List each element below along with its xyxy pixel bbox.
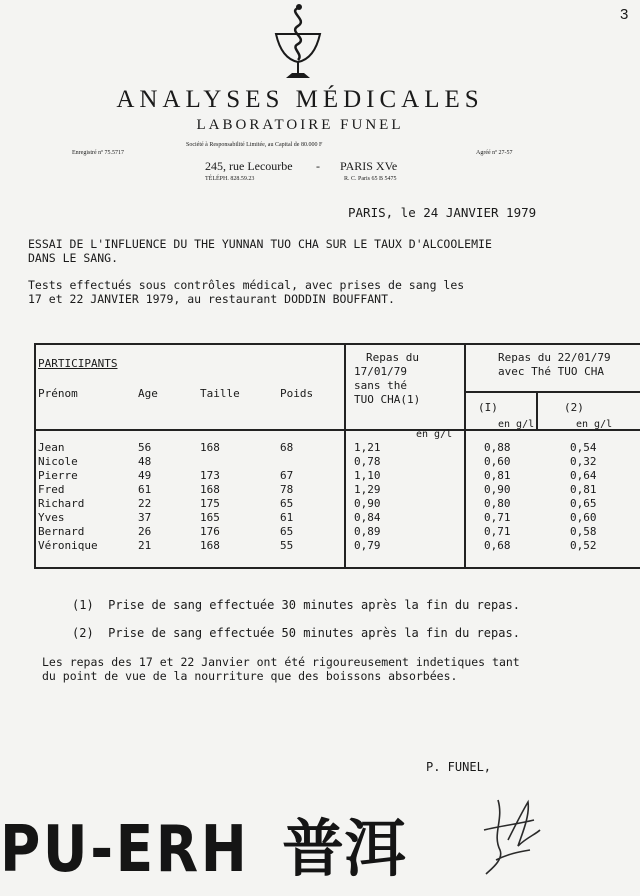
meal1-header-line3: sans thé: [354, 379, 407, 392]
cell-age: 61: [138, 483, 152, 496]
col-age: Age: [138, 387, 158, 400]
cell-r1: 0,78: [354, 455, 381, 468]
closing-line-2: du point de vue de la nourriture que des boissons absorbées.: [42, 669, 458, 683]
cell-r3: 0,65: [570, 497, 597, 510]
col-poids: Poids: [280, 387, 314, 400]
cell-age: 56: [138, 441, 152, 454]
cell-r3: 0,32: [570, 455, 597, 468]
unit-label-1: en g/l: [416, 429, 453, 440]
rc-number: R. C. Paris 65 B 5475: [344, 176, 397, 182]
meal1-header-line1: Repas du: [366, 351, 419, 364]
col-taille: Taille: [200, 387, 240, 400]
cell-taille: 165: [200, 511, 220, 524]
cell-poids: 78: [280, 483, 294, 496]
lab-subtitle: LABORATOIRE FUNEL: [196, 117, 404, 133]
footnote-2: (2) Prise de sang effectuée 50 minutes après la fin du repas.: [72, 626, 520, 640]
footer-cjk-text: 普洱: [282, 812, 407, 885]
subject-line-1: ESSAI DE L'INFLUENCE DU THE YUNNAN TUO CHA SUR LE TAUX D'ALCOOLEMIE: [28, 237, 492, 251]
cell-taille: 168: [200, 483, 220, 496]
cell-prenom: Jean: [38, 441, 65, 454]
date-line: PARIS, le 24 JANVIER 1979: [348, 205, 537, 220]
cell-taille: 168: [200, 539, 220, 552]
cell-r2: 0,68: [484, 539, 511, 552]
cell-r2: 0,90: [484, 483, 511, 496]
cell-r2: 0,60: [484, 455, 511, 468]
cell-r2: 0,88: [484, 441, 511, 454]
meal2-header-line2: avec Thé TUO CHA: [498, 365, 604, 378]
cell-r3: 0,54: [570, 441, 597, 454]
footnote-1: (1) Prise de sang effectuée 30 minutes après la fin du repas.: [72, 598, 520, 612]
address-street: 245, rue Lecourbe: [205, 159, 293, 173]
meal2-subcol-divider: [536, 391, 538, 429]
cell-age: 49: [138, 469, 152, 482]
meal2-subcol-1: (I): [478, 401, 498, 414]
cell-poids: 55: [280, 539, 294, 552]
cell-taille: 173: [200, 469, 220, 482]
cell-r1: 0,79: [354, 539, 381, 552]
cell-r3: 0,64: [570, 469, 597, 482]
unit-label-2: en g/l: [498, 419, 535, 430]
cell-r2: 0,71: [484, 511, 511, 524]
cell-r1: 1,10: [354, 469, 381, 482]
address-separator: -: [316, 159, 320, 173]
cell-taille: 176: [200, 525, 220, 538]
cell-taille: 168: [200, 441, 220, 454]
cell-prenom: Yves: [38, 511, 65, 524]
closing-line-1: Les repas des 17 et 22 Janvier ont été rigoureusement indetiques tant: [42, 655, 520, 669]
cell-r3: 0,81: [570, 483, 597, 496]
cell-r1: 0,89: [354, 525, 381, 538]
handwritten-signature: [478, 790, 548, 876]
cell-prenom: Fred: [38, 483, 65, 496]
approval-number: Agréé nº 27-57: [476, 150, 513, 156]
page-number: 3: [620, 6, 629, 23]
cell-r2: 0,80: [484, 497, 511, 510]
address-city: PARIS XVe: [340, 159, 398, 173]
cell-taille: 175: [200, 497, 220, 510]
phone-number: TÉLÉPH. 828.59.23: [205, 176, 255, 182]
cell-poids: 67: [280, 469, 294, 482]
cell-prenom: Nicole: [38, 455, 78, 468]
subject-line-2: DANS LE SANG.: [28, 251, 119, 265]
table-divider-2: [464, 345, 466, 567]
cell-prenom: Bernard: [38, 525, 85, 538]
footer-brand-text: PU-ERH: [0, 813, 250, 887]
cell-r3: 0,58: [570, 525, 597, 538]
caduceus-cup-logo: [270, 2, 326, 82]
cell-prenom: Richard: [38, 497, 85, 510]
unit-label-3: en g/l: [576, 419, 613, 430]
cell-r2: 0,81: [484, 469, 511, 482]
intro-line-1: Tests effectués sous contrôles médical, avec prises de sang les: [28, 278, 465, 292]
cell-age: 48: [138, 455, 152, 468]
company-form: Société à Responsabilité Limitée, au Capital de 80.000 F: [186, 142, 323, 148]
cell-age: 37: [138, 511, 152, 524]
intro-line-2: 17 et 22 JANVIER 1979, au restaurant DODDIN BOUFFANT.: [28, 292, 395, 306]
cell-age: 26: [138, 525, 152, 538]
cell-prenom: Véronique: [38, 539, 98, 552]
lab-title: ANALYSES MÉDICALES: [116, 86, 484, 113]
col-prenom: Prénom: [38, 387, 78, 400]
cell-poids: 65: [280, 497, 294, 510]
cell-poids: 61: [280, 511, 294, 524]
cell-prenom: Pierre: [38, 469, 78, 482]
cell-r1: 1,21: [354, 441, 381, 454]
cell-r1: 1,29: [354, 483, 381, 496]
cell-r1: 0,90: [354, 497, 381, 510]
cell-age: 21: [138, 539, 152, 552]
cell-r3: 0,60: [570, 511, 597, 524]
results-table: [34, 343, 640, 569]
meal2-subheader-rule: [466, 391, 640, 393]
registration-number: Enregistré nº 75.5717: [72, 150, 125, 156]
meal1-header-line2: 17/01/79: [354, 365, 407, 378]
signatory-name: P. FUNEL,: [426, 760, 492, 774]
cell-poids: 65: [280, 525, 294, 538]
cell-age: 22: [138, 497, 152, 510]
meal2-subcol-2: (2): [564, 401, 584, 414]
cell-r1: 0,84: [354, 511, 381, 524]
cell-r2: 0,71: [484, 525, 511, 538]
table-divider-1: [344, 345, 346, 567]
cell-r3: 0,52: [570, 539, 597, 552]
cell-poids: 68: [280, 441, 294, 454]
meal2-header-line1: Repas du 22/01/79: [498, 351, 611, 364]
meal1-header-line4: TUO CHA(1): [354, 393, 421, 406]
header-rule: [36, 429, 640, 431]
participants-header: PARTICIPANTS: [38, 357, 118, 370]
